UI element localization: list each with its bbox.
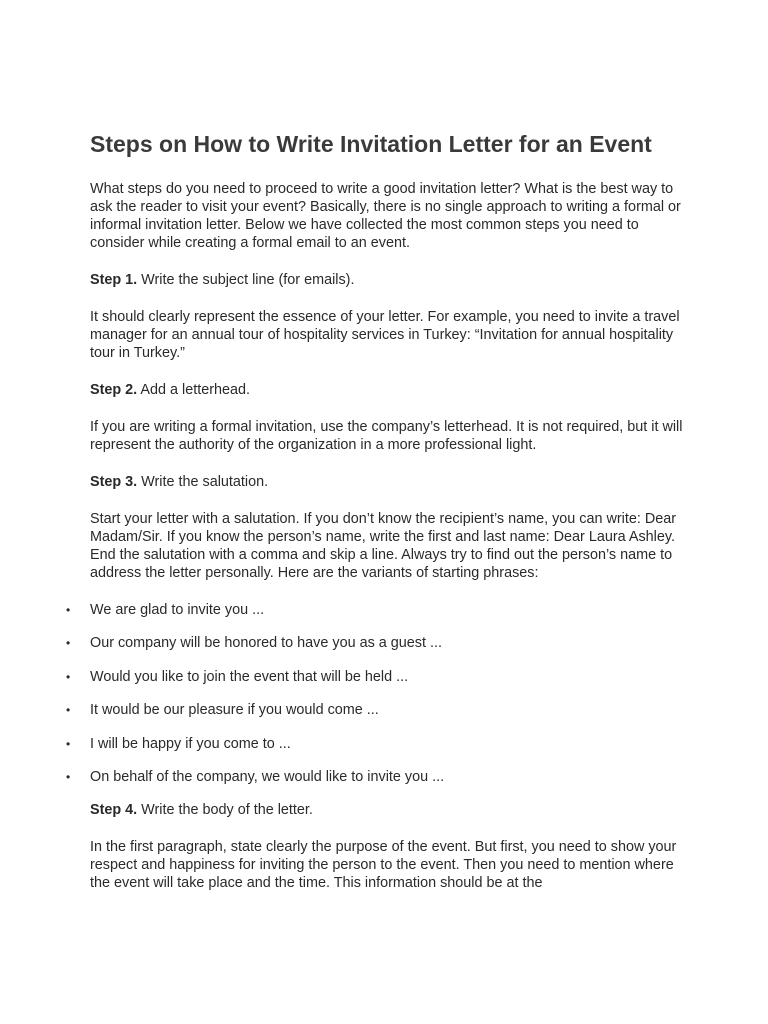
bullet-icon: • (66, 669, 71, 684)
step-2-label: Step 2. (90, 382, 138, 398)
step-1-label: Step 1. (90, 272, 138, 288)
step-4-label: Step 4. (90, 802, 138, 819)
step-4-heading (90, 801, 690, 819)
step-2-title: Add a letterhead. (137, 382, 251, 398)
list-item (66, 768, 690, 786)
phrase-text: Our company will be honored to have you as a guest ... (90, 635, 442, 652)
step-4-title: Write the body of the letter. (137, 802, 313, 819)
list-item (66, 668, 690, 686)
step-4-body: In the first paragraph, state clearly the purpose of the event. But first, you need to show your respect and happiness for inviting the person to the event. Then you need to mention where the event will take place and the time. This information should be at the (90, 839, 677, 892)
phrase-text: Would you like to join the event that will be held ... (90, 668, 409, 685)
step-1-heading (90, 271, 690, 289)
step-2-heading (90, 381, 690, 399)
step-3-label: Step 3. (90, 474, 138, 490)
phrase-list (66, 601, 690, 786)
document-page (66, 128, 690, 892)
list-item (66, 735, 690, 753)
phrase-text: I will be happy if you come to ... (90, 735, 291, 752)
step-3-heading (90, 473, 690, 491)
phrase-text: On behalf of the company, we would like to invite you ... (90, 768, 445, 785)
intro-paragraph: What steps do you need to proceed to write a good invitation letter? What is the best way to ask the reader to visit your event? Basically, there is no single approach to writing a formal or informal invitation letter. Below we have collected the most common steps you need to consider while creating a formal email to an event. (90, 181, 681, 251)
bullet-icon: • (66, 603, 71, 617)
phrase-text: We are glad to invite you ... (90, 602, 265, 618)
list-item (66, 634, 690, 652)
step-3-title: Write the salutation. (137, 474, 269, 490)
list-item (66, 701, 690, 719)
step-2-body: If you are writing a formal invitation, use the company’s letterhead. It is not required, but it will represent the authority of the organization in a more professional light. (90, 419, 683, 453)
document-title: Steps on How to Write Invitation Letter for an Event (90, 131, 652, 157)
list-item (66, 601, 690, 619)
step-1-body: It should clearly represent the essence of your letter. For example, you need to invite a travel manager for an annual tour of hospitality services in Turkey: “Invitation for annual hospitality tour in Turkey.” (90, 309, 680, 361)
bullet-icon: • (66, 736, 71, 751)
step-1-title: Write the subject line (for emails). (137, 272, 355, 288)
step-3-body: Start your letter with a salutation. If you don’t know the recipient’s name, you can write: Dear Madam/Sir. If you know the person’s name, write the first and last name: Dear Laura Ashley. End the salutation with a comma and skip a line. Always try to find out the person’s name to address the letter personally. Here are the variants of starting phrases: (90, 511, 677, 581)
bullet-icon: • (66, 703, 71, 718)
bullet-icon: • (66, 636, 71, 651)
bullet-icon: • (66, 769, 71, 784)
phrase-text: It would be our pleasure if you would come ... (90, 702, 379, 719)
